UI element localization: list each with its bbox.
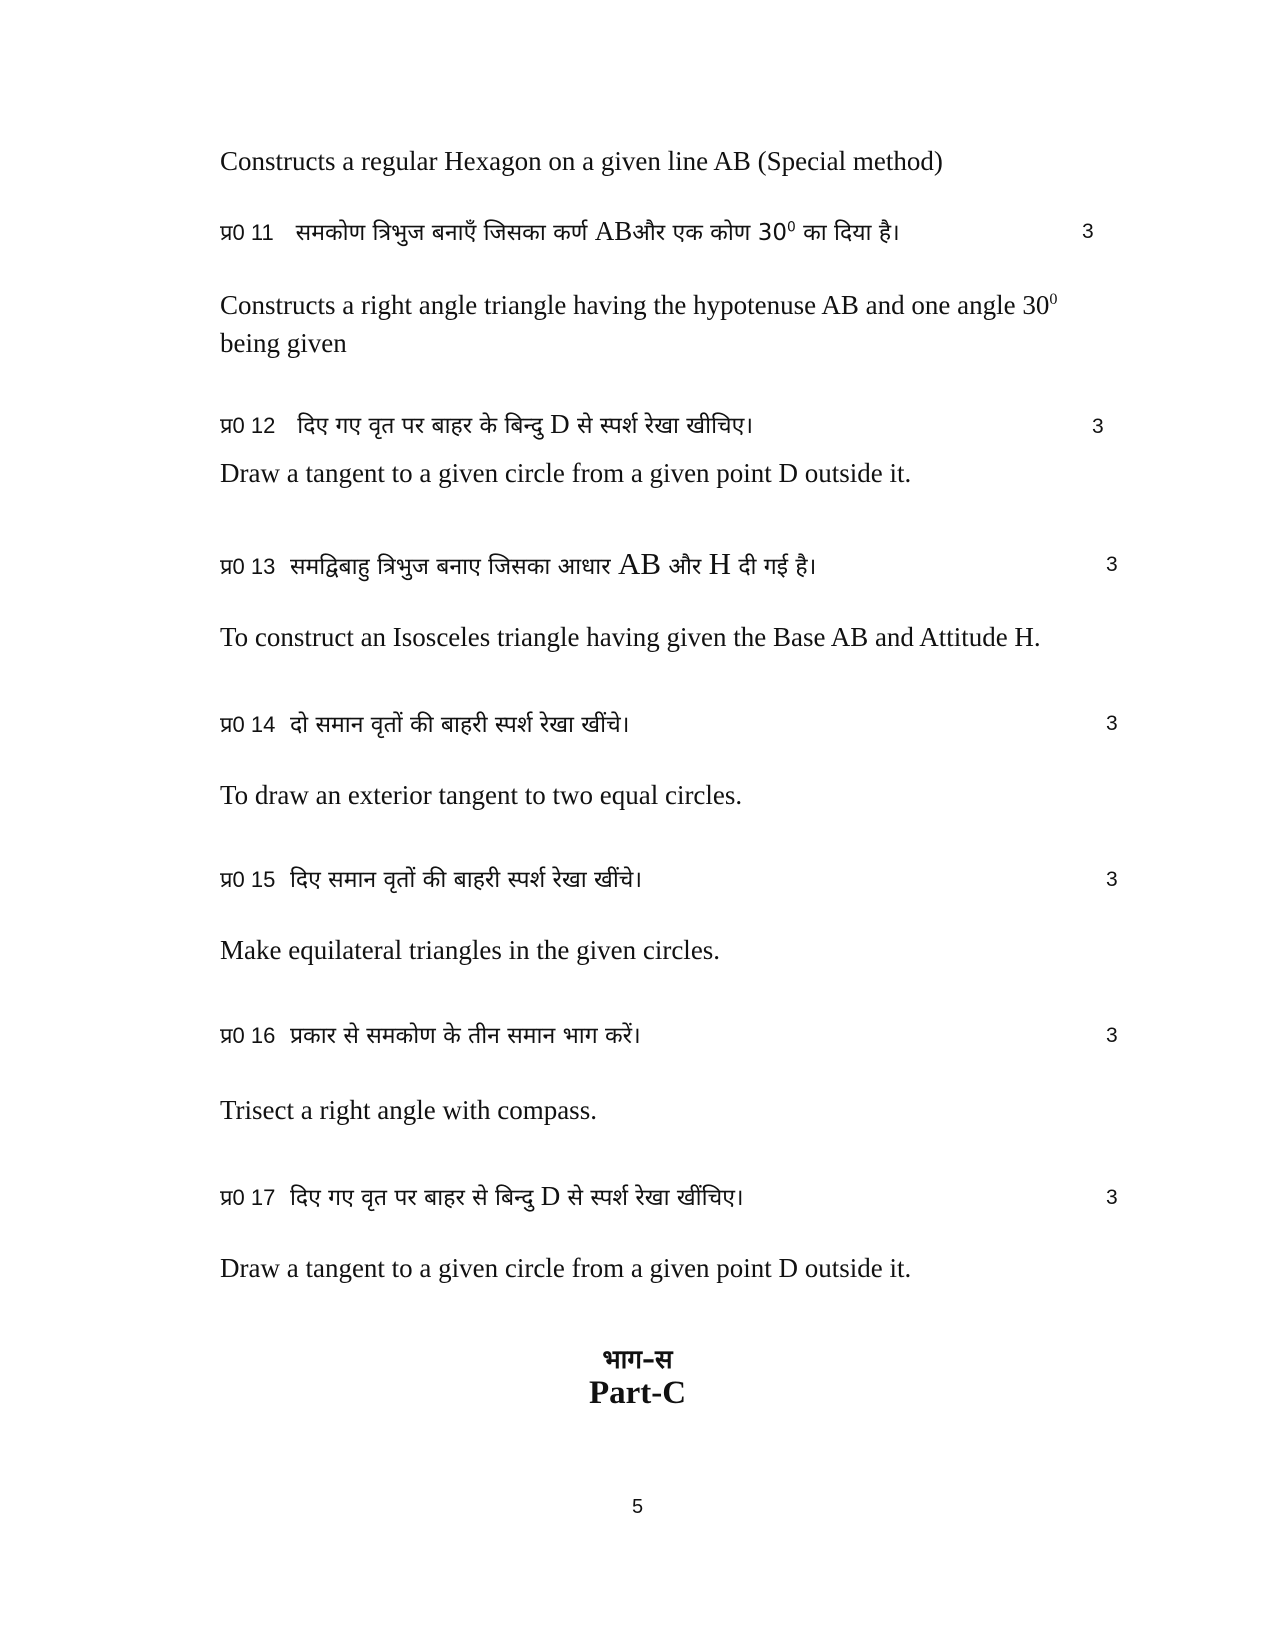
question-13-hindi: प्र0 13 समद्विबाहु त्रिभुज बनाए जिसका आधार AB और H दी गई है। bbox=[220, 546, 817, 581]
question-11-english: Constructs a right angle triangle having the hypotenuse AB and one angle $30^0$ bbox=[220, 290, 1058, 320]
question-17-english: Draw a tangent to a given circle from a given point D outside it. bbox=[220, 1253, 912, 1283]
question-14-marks: 3 bbox=[1106, 712, 1118, 735]
question-12-english: Draw a tangent to a given circle from a given point D outside it. bbox=[220, 458, 912, 488]
question-16-hindi: प्र0 16 प्रकार से समकोण के तीन समान भाग करें। bbox=[220, 1023, 641, 1049]
question-14-hindi: प्र0 14 दो समान वृतों की बाहरी स्पर्श रेखा खींचे। bbox=[220, 712, 630, 738]
page-number: 5 bbox=[631, 1496, 644, 1518]
question-number: प्र0 11 bbox=[220, 220, 274, 245]
question-15-marks: 3 bbox=[1106, 868, 1118, 891]
question-15-hindi: प्र0 15 दिए समान वृतों की बाहरी स्पर्श रेखा खींचे। bbox=[220, 867, 643, 893]
question-number: प्र0 13 bbox=[220, 554, 276, 579]
question-number: प्र0 16 bbox=[220, 1023, 276, 1048]
section-heading-english: Part-C bbox=[588, 1375, 687, 1411]
question-16-english: Trisect a right angle with compass. bbox=[220, 1095, 597, 1125]
question-number: प्र0 15 bbox=[220, 867, 276, 892]
question-13-english: To construct an Isosceles triangle having given the Base AB and Attitude H. bbox=[220, 622, 1041, 652]
question-13-marks: 3 bbox=[1106, 553, 1118, 576]
question-11-english-cont: being given bbox=[220, 328, 347, 358]
question-17-marks: 3 bbox=[1106, 1186, 1118, 1209]
question-number: प्र0 14 bbox=[220, 712, 276, 737]
question-10-english: Constructs a regular Hexagon on a given line AB (Special method) bbox=[220, 146, 943, 176]
question-number: प्र0 17 bbox=[220, 1185, 276, 1210]
question-14-english: To draw an exterior tangent to two equal circles. bbox=[220, 780, 743, 810]
section-heading-hindi: भाग–स bbox=[602, 1345, 673, 1375]
question-12-hindi: प्र0 12 दिए गए वृत पर बाहर के बिन्दु D से स्पर्श रेखा खीचिए। bbox=[220, 409, 754, 439]
question-12-marks: 3 bbox=[1092, 415, 1104, 438]
question-11-marks: 3 bbox=[1082, 220, 1094, 243]
question-15-english: Make equilateral triangles in the given circles. bbox=[220, 935, 721, 965]
question-17-hindi: प्र0 17 दिए गए वृत पर बाहर से बिन्दु D से स्पर्श रेखा खींचिए। bbox=[220, 1181, 744, 1211]
question-number: प्र0 12 bbox=[220, 413, 276, 438]
question-11-hindi: प्र0 11 समकोण त्रिभुज बनाएँ जिसका कर्ण ABऔर एक कोण $30^0$ का दिया है। bbox=[220, 216, 900, 246]
question-16-marks: 3 bbox=[1106, 1024, 1118, 1047]
